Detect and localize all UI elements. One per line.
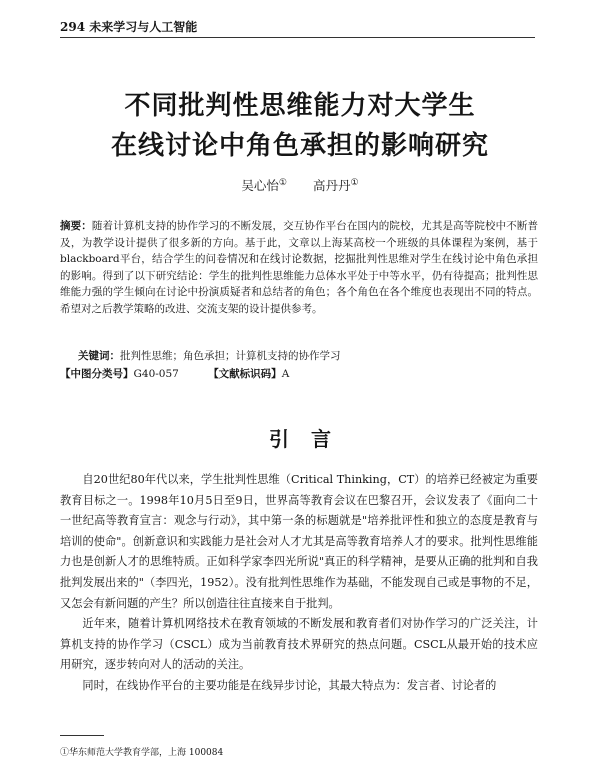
author-2-mark: ①	[350, 177, 359, 188]
abstract-label: 摘要：	[60, 220, 92, 232]
doc-code-value: A	[281, 368, 290, 380]
abstract-text: 随着计算机支持的协作学习的不断发展，交互协作平台在国内的院校，尤其是高等院校中不断普及，为教学设计提供了很多新的方向。基于此，文章以上海某高校一个班级的具体课程为案例，基于blackboard平台，结合学生的问卷情况和在线讨论数据，挖掘批判性思维对学生在线讨论中角色承担的影响。得到了以下研究结论：学生的批判性思维能力总体水平处于中等水平，仍有待提高；批判性思维能力强的学生倾向在讨论中扮演质疑者和总结者的角色；各个角色在各个维度也表现出不同的特点。希望对之后教学策略的改进、交流支架的设计提供参考。	[60, 220, 538, 315]
footnote: ①华东师范大学教育学部，上海 100084	[60, 748, 224, 758]
author-line	[0, 176, 600, 194]
section-heading: 引言	[269, 427, 353, 451]
clc-value: G40-057	[133, 368, 179, 380]
classification-line	[60, 366, 289, 381]
header-rule	[60, 37, 535, 38]
clc-label: 【中图分类号】	[60, 368, 134, 380]
keywords-label: 关键词：	[78, 350, 120, 362]
keywords-text: 批判性思维；角色承担；计算机支持的协作学习	[120, 350, 341, 362]
footnote-rule	[60, 735, 104, 736]
paragraph-2: 近年来，随着计算机网络技术在教育领域的不断发展和教育者们对协作学习的广泛关注，计算机支持的协作学习（CSCL）成为当前教育技术界研究的热点问题。CSCL从最开始的技术应用研究，逐步转向对人的活动的关注。	[60, 617, 538, 672]
paragraph-3: 同时，在线协作平台的主要功能是在线异步讨论，其最大特点为：发言者、讨论者的	[82, 678, 497, 692]
author-2: 高丹丹	[312, 178, 351, 193]
body-text	[60, 470, 538, 697]
title-line-2: 在线讨论中角色承担的影响研究	[110, 131, 489, 161]
paragraph-1: 自20世纪80年代以来，学生批判性思维（Critical Thinking，CT）的培养已经被定为重要教育目标之一。1998年10月5日至9日，世界高等教育会议在巴黎召开，会议发表了《面向二十一世纪高等教育宣言：观念与行动》，其中第一条的标题就是"培养批评性和独立的态度是教育与培训的使命"。创新意识和实践能力是社会对人才尤其是高等教育培养人才的要求。批判性思维能力也是创新人才的思维特质。正如科学家李四光所说"真正的科学精神，是要从正确的批判和自我批判发展出来的"（李四光，1952）。没有批判性思维作为基础，不能发现自己或是事物的不足，又怎会有新问题的产生？所以创造往往直接来自于批判。	[60, 473, 538, 610]
title-line-1: 不同批判性思维能力对大学生	[124, 91, 476, 121]
abstract	[60, 218, 538, 317]
keywords	[78, 348, 341, 363]
doc-code-label: 【文献标识码】	[208, 368, 282, 380]
author-1-mark: ①	[278, 177, 287, 188]
running-head: 294 未来学习与人工智能	[60, 20, 198, 34]
author-1: 吴心怡	[241, 178, 279, 193]
